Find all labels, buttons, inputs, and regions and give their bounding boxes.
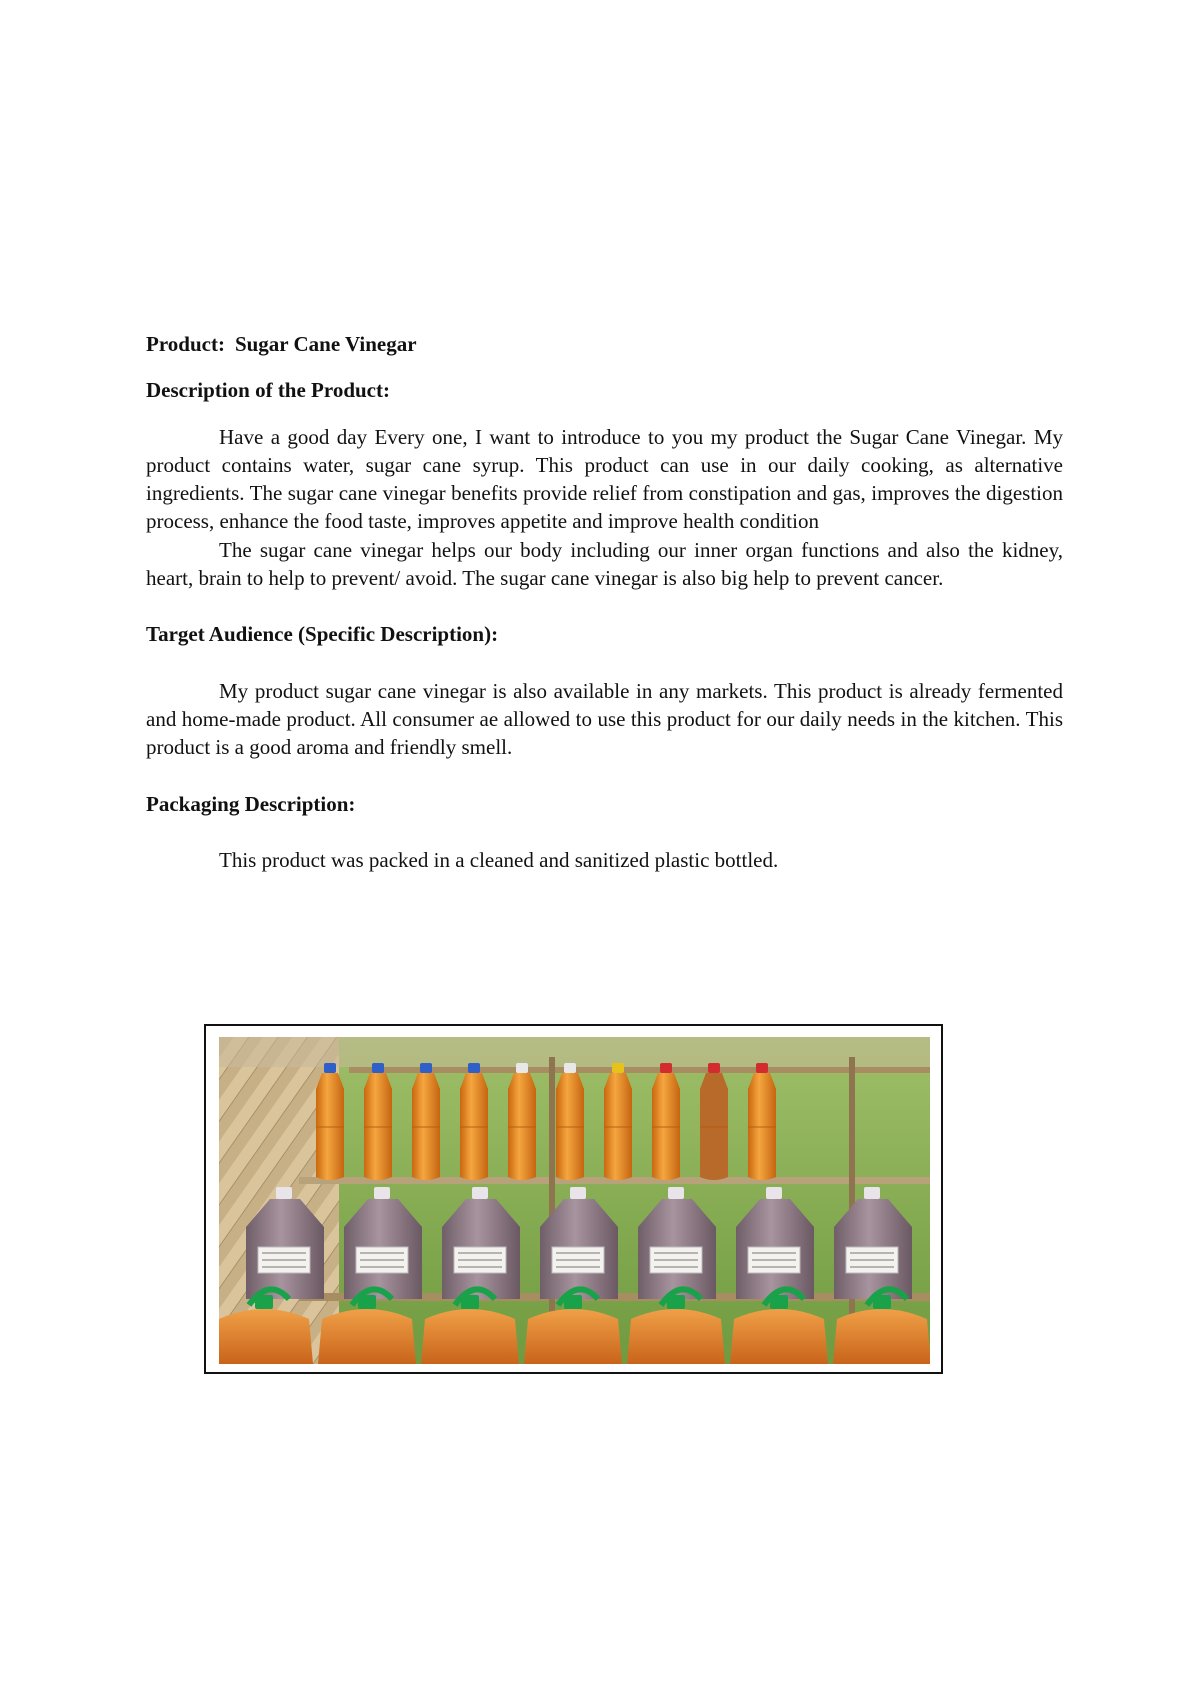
vinegar-bottles-illustration — [219, 1037, 930, 1364]
product-photo — [219, 1037, 930, 1364]
small-bottle — [700, 1063, 728, 1180]
packaging-paragraph: This product was packed in a cleaned and sanitized plastic bottled. — [219, 847, 779, 872]
description-paragraph-2: The sugar cane vinegar helps our body including our inner organ functions and also the kidney, heart, brain to help to prevent/ avoid. The sugar cane vinegar is also big help to prevent cancer. — [146, 537, 1063, 591]
packaging-heading: Packaging Description: — [146, 791, 356, 816]
document-body — [146, 330, 1063, 874]
small-bottle — [460, 1063, 488, 1180]
small-bottle — [364, 1063, 392, 1180]
description-paragraph-1: Have a good day Every one, I want to introduce to you my product the Sugar Cane Vinegar. My product contains water, sugar cane syrup. This product can use in our daily cooking, as alternative ingredients. The sugar cane vinegar benefits provide relief from constipation and gas, improves the digestion process, enhance the food taste, improves appetite and improve health condition — [146, 424, 1063, 534]
product-title — [146, 330, 1063, 358]
small-bottle — [748, 1063, 776, 1180]
product-label: Product: — [146, 332, 225, 356]
product-name: Sugar Cane Vinegar — [234, 332, 417, 356]
target-audience-heading: Target Audience (Specific Description): — [146, 622, 499, 647]
small-bottle — [412, 1063, 440, 1180]
target-audience-paragraph: My product sugar cane vinegar is also available in any markets. This product is already fermented and home-made product. All consumer ae allowed to use this product for our daily needs in the kitchen. This product is a good aroma and friendly smell. — [146, 678, 1063, 760]
small-bottle — [604, 1063, 632, 1180]
small-bottle — [508, 1063, 536, 1180]
small-bottle — [316, 1063, 344, 1180]
product-photo-frame — [204, 1024, 943, 1374]
small-bottle — [652, 1063, 680, 1180]
description-heading: Description of the Product: — [146, 378, 390, 403]
small-bottle — [556, 1063, 584, 1180]
